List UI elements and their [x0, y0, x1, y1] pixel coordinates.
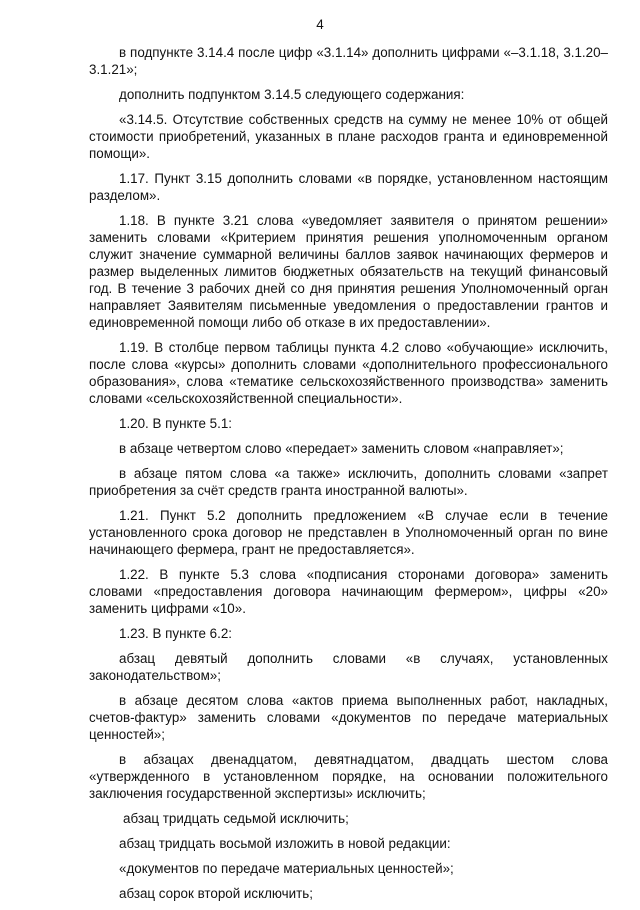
paragraph: 1.17. Пункт 3.15 дополнить словами «в порядке, установленном настоящим разделом». [89, 171, 608, 203]
paragraph: в абзаце четвертом слово «передает» заменить словом «направляет»; [119, 441, 564, 456]
paragraph: абзац тридцать восьмой изложить в новой редакции: [119, 836, 451, 851]
page-number: 4 [316, 17, 324, 32]
paragraph: абзац сорок второй исключить; [119, 886, 313, 901]
paragraph: дополнить подпунктом 3.14.5 следующего содержания: [119, 87, 465, 102]
paragraph: 1.22. В пункте 5.3 слова «подписания сторонами договора» заменить словами «предоставления договора начинающим фермером», цифры «20» заменить цифрами «10». [89, 567, 608, 616]
paragraph: 1.19. В столбце первом таблицы пункта 4.2 слово «обучающие» исключить, после слова «курсы» дополнить словами «дополнительного профессионального образования», слова «тематике сельскохозяйственного производства» заменить словами «сельскохозяйственной специальности». [89, 340, 608, 406]
paragraph: 1.23. В пункте 6.2: [119, 626, 232, 641]
paragraph: в абзацах двенадцатом, девятнадцатом, двадцать шестом слова «утвержденного в установленном порядке, на основании положительного заключения государственной экспертизы» исключить; [89, 752, 608, 801]
document-body [89, 44, 608, 910]
paragraph: в абзаце десятом слова «актов приема выполненных работ, накладных, счетов-фактур» заменить словами «документов по передаче материальных ценностей»; [89, 693, 608, 742]
paragraph: 1.18. В пункте 3.21 слова «уведомляет заявителя о принятом решении» заменить словами «Критерием принятия решения уполномоченным органом служит значение суммарной величины баллов заявок начинающих фермеров и размер выделенных лимитов бюджетных обязательств на текущий финансовый год. В течение 3 рабочих дней со дня принятия решения Уполномоченный орган направляет Заявителям письменные уведомления о предоставлении грантов и единовременной помощи либо об отказе в их предоставлении». [89, 213, 608, 330]
paragraph: «документов по передаче материальных ценностей»; [119, 861, 454, 876]
paragraph: абзац тридцать седьмой исключить; [123, 811, 349, 826]
paragraph: «3.14.5. Отсутствие собственных средств на сумму не менее 10% от общей стоимости приобретений, указанных в плане расходов гранта и единовременной помощи». [89, 112, 608, 161]
paragraph: в подпункте 3.14.4 после цифр «3.1.14» дополнить цифрами «–3.1.18, 3.1.20–3.1.21»; [89, 45, 608, 77]
paragraph: абзац девятый дополнить словами «в случаях, установленных законодательством»; [89, 651, 608, 683]
paragraph: 1.20. В пункте 5.1: [119, 416, 232, 431]
paragraph: в абзаце пятом слова «а также» исключить, дополнить словами «запрет приобретения за счёт средств гранта иностранной валюты». [89, 466, 608, 498]
paragraph: 1.21. Пункт 5.2 дополнить предложением «В случае если в течение установленного срока договор не представлен в Уполномоченный орган по вине начинающего фермера, грант не предоставляется». [89, 508, 608, 557]
